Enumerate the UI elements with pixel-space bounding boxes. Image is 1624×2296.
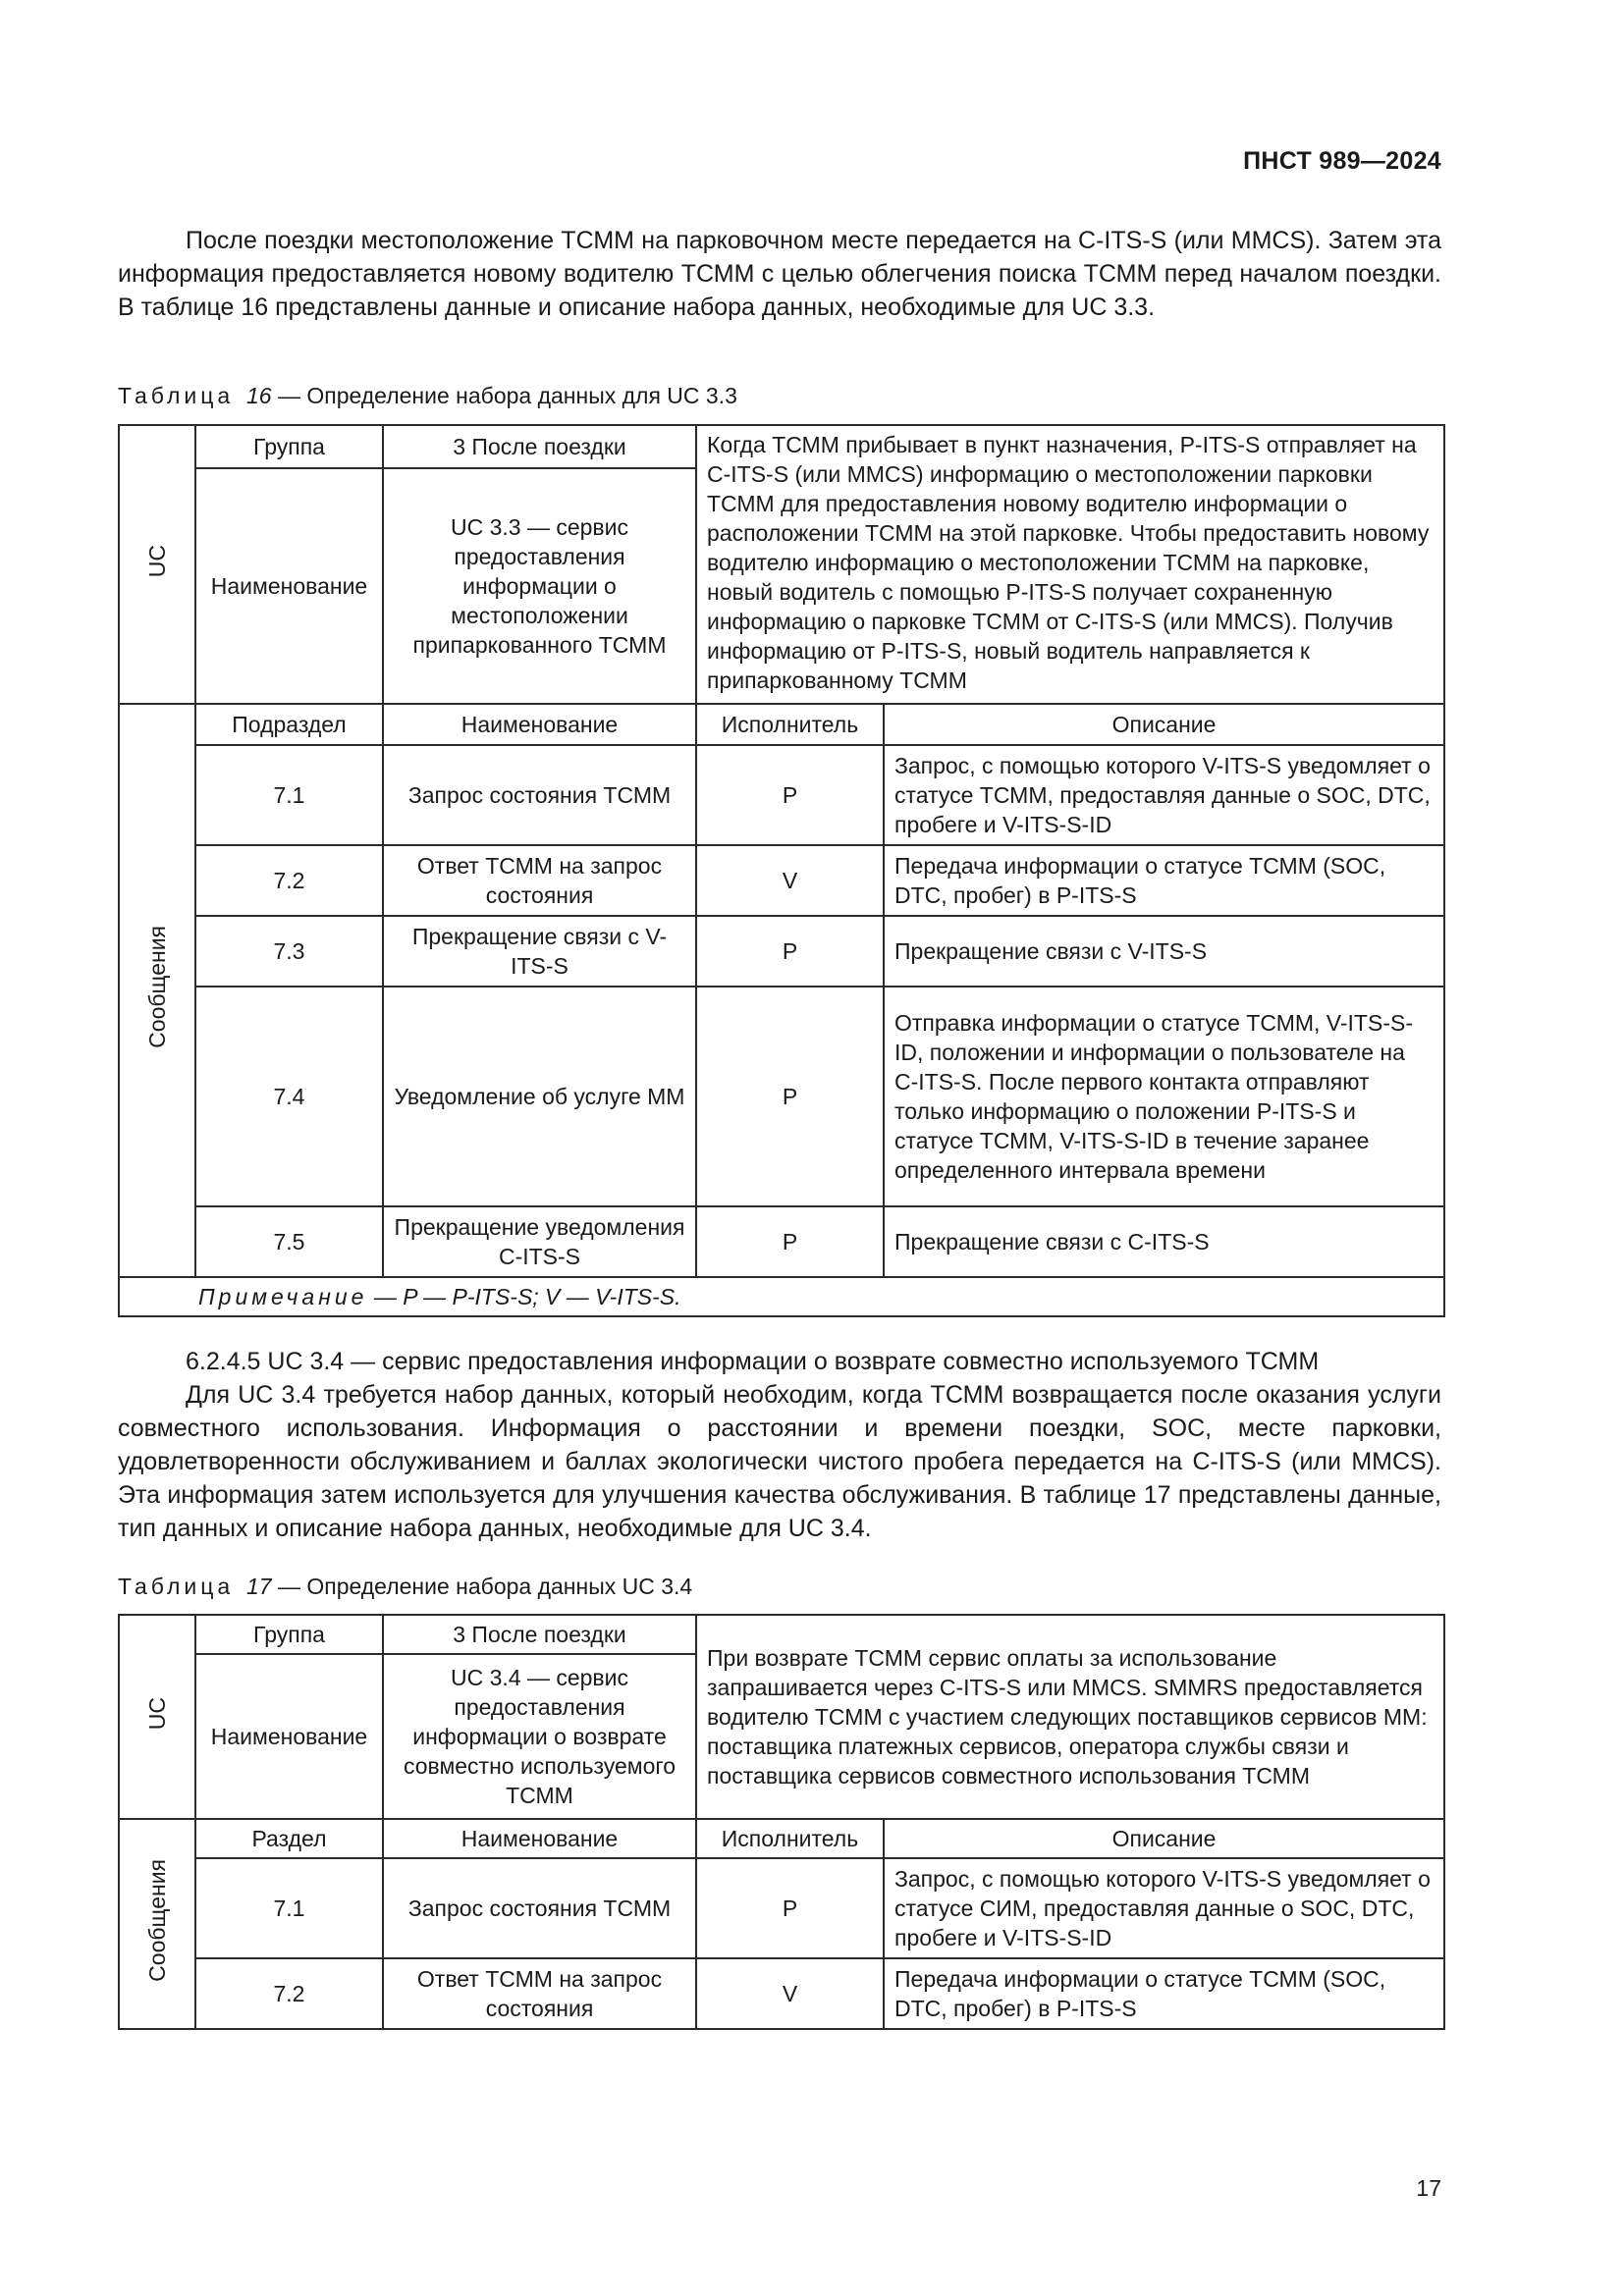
uc-label-cell: UC: [119, 425, 195, 704]
col-header-exec: Исполнитель: [696, 1819, 884, 1858]
table17-caption: Таблица 17 — Определение набора данных UC 3.4: [118, 1574, 693, 1599]
table-row: 7.1 Запрос состояния ТСММ P Запрос, с помощью которого V-ITS-S уведомляет о статусе ТСММ, предоставляя данные о SOC, DTC, пробеге и V-ITS-S-ID: [119, 745, 1444, 845]
table-row: 7.2 Ответ ТСММ на запрос состояния V Передача информации о статусе ТСММ (SOC, DTC, пробег) в P-ITS-S: [119, 845, 1444, 916]
table-17: [118, 1614, 1445, 2030]
document-id: ПНСТ 989—2024: [1243, 147, 1441, 175]
group-value: 3 После поездки: [383, 425, 696, 468]
table-row: 7.5 Прекращение уведомления C-ITS-S P Прекращение связи с C-ITS-S: [119, 1206, 1444, 1277]
name-label: Наименование: [195, 468, 383, 704]
table-row: 7.1 Запрос состояния ТСММ P Запрос, с помощью которого V-ITS-S уведомляет о статусе СИМ, предоставляя данные о SOC, DTC, пробеге и V-ITS-S-ID: [119, 1858, 1444, 1958]
intro-text: После поездки местоположение ТСММ на парковочном месте передается на C-ITS-S (или MMCS). Затем эта информация предоставляется новому водителю ТСММ с целью облегчения поиска ТСММ перед началом поездки. В таблице 16 представлены данные и описание набора данных, необходимые для UC 3.3.: [118, 227, 1441, 321]
uc-description: При возврате ТСММ сервис оплаты за использование запрашивается через C-ITS-S или MMCS. SMMRS предоставляется водителю ТСММ с участием следующих поставщиков сервисов ММ: поставщика платежных сервисов, оператора службы связи и поставщика сервисов совместного использования ТСММ: [696, 1615, 1444, 1819]
col-header-name: Наименование: [383, 1819, 696, 1858]
table-row: 7.2 Ответ ТСММ на запрос состояния V Передача информации о статусе ТСММ (SOC, DTC, пробег) в P-ITS-S: [119, 1958, 1444, 2029]
group-label: Группа: [195, 425, 383, 468]
col-header-desc: Описание: [884, 1819, 1444, 1858]
table16-caption: Таблица 16 — Определение набора данных для UC 3.3: [118, 383, 737, 408]
table-row: 7.4 Уведомление об услуге ММ P Отправка информации о статусе ТСММ, V-ITS-S-ID, положении и информации о пользователе на C-ITS-S. После первого контакта отправляют только информацию о положении P-ITS-S и статусе ТСММ, V-ITS-S-ID в течение заранее определенного интервала времени: [119, 987, 1444, 1206]
section-heading: 6.2.4.5 UC 3.4 — сервис предоставления информации о возврате совместно используемого ТСММ: [186, 1348, 1320, 1375]
messages-label-cell: Сообщения: [119, 1819, 195, 2029]
uc-description: Когда ТСММ прибывает в пункт назначения, P-ITS-S отправляет на C-ITS-S (или MMCS) информацию о местоположении парковки ТСММ для предоставления новому водителю информации о расположении ТСММ на этой парковке. Чтобы предоставить новому водителю информацию о местоположении ТСММ на парковке, новый водитель с помощью P-ITS-S получает сохраненную информацию о парковке ТСММ от C-ITS-S (или MMCS). Получив информацию от P-ITS-S, новый водитель направляется к припаркованному ТСММ: [696, 425, 1444, 704]
table16-note: Примечание — P — P-ITS-S; V — V-ITS-S.: [119, 1277, 1444, 1316]
col-header-exec: Исполнитель: [696, 704, 884, 745]
messages-label-cell: Сообщения: [119, 704, 195, 1277]
name-value: UC 3.4 — сервис предоставления информации о возврате совместно используемого ТСММ: [383, 1654, 696, 1819]
col-header-sub: Подраздел: [195, 704, 383, 745]
name-value: UC 3.3 — сервис предоставления информации о местоположении припаркованного ТСММ: [383, 468, 696, 704]
name-label: Наименование: [195, 1654, 383, 1819]
group-value: 3 После поездки: [383, 1615, 696, 1654]
section-text: [118, 1345, 1441, 1545]
col-header-sub: Раздел: [195, 1819, 383, 1858]
col-header-name: Наименование: [383, 704, 696, 745]
intro-paragraph: [118, 224, 1441, 324]
group-label: Группа: [195, 1615, 383, 1654]
table-row: 7.3 Прекращение связи с V-ITS-S P Прекращение связи с V-ITS-S: [119, 916, 1444, 987]
col-header-desc: Описание: [884, 704, 1444, 745]
uc-label-cell: UC: [119, 1615, 195, 1819]
page-number: 17: [1416, 2175, 1441, 2201]
section-paragraph: Для UC 3.4 требуется набор данных, который необходим, когда ТСММ возвращается после оказания услуги совместного использования. Информация о расстоянии и времени поездки, SOC, месте парковки, удовлетворенности обслуживанием и баллах экологически чистого пробега передается на C-ITS-S (или MMCS). Эта информация затем используется для улучшения качества обслуживания. В таблице 17 представлены данные, тип данных и описание набора данных, необходимые для UC 3.4.: [118, 1381, 1441, 1542]
table-16: [118, 424, 1445, 1317]
